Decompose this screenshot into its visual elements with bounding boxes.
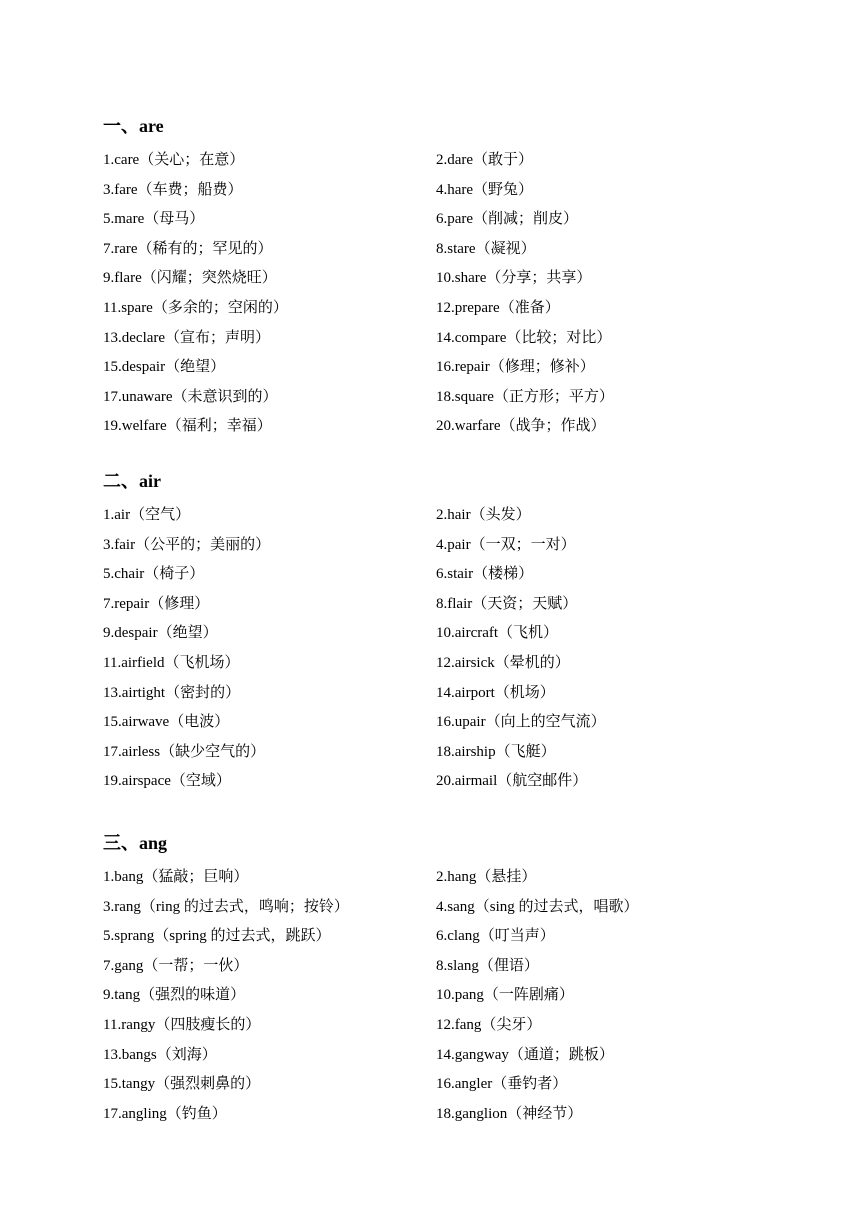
section-ang <box>103 831 803 1129</box>
word-entry: 2.hang（悬挂） <box>436 869 537 885</box>
word-entry: 12.airsick（晕机的） <box>436 654 570 671</box>
word-entry: 10.share（分享；共享） <box>436 270 592 287</box>
section-title: 三、ang <box>103 833 168 853</box>
word-entry: 14.gangway（通道；跳板） <box>436 1046 614 1063</box>
word-entry: 8.slang（俚语） <box>436 957 539 974</box>
word-entry: 16.upair（向上的空气流） <box>436 714 606 731</box>
word-entry: 14.airport（机场） <box>436 684 555 701</box>
word-entry: 3.fair（公平的；美丽的） <box>103 536 271 553</box>
word-entry: 13.declare（宣布；声明） <box>103 329 271 346</box>
word-entry: 13.bangs（刘海） <box>103 1046 217 1063</box>
word-entry: 8.flair（天资；天赋） <box>436 595 578 612</box>
section-air <box>103 469 803 797</box>
word-list <box>103 863 803 1129</box>
word-entry: 5.sprang（spring 的过去式，跳跃） <box>103 928 331 945</box>
word-entry: 11.spare（多余的；空闲的） <box>103 299 288 316</box>
word-entry: 7.gang（一帮；一伙） <box>103 957 249 974</box>
word-entry: 15.airwave（电波） <box>103 714 230 731</box>
word-entry: 14.compare（比较；对比） <box>436 329 612 346</box>
word-entry: 18.airship（飞艇） <box>436 743 556 760</box>
word-entry: 18.ganglion（神经节） <box>436 1105 583 1122</box>
word-entry: 18.square（正方形；平方） <box>436 388 614 405</box>
word-entry: 20.warfare（战争；作战） <box>436 418 606 435</box>
word-entry: 17.angling（钓鱼） <box>103 1105 227 1122</box>
word-entry: 17.airless（缺少空气的） <box>103 743 266 760</box>
word-entry: 20.airmail（航空邮件） <box>436 773 588 790</box>
word-entry: 8.stare（凝视） <box>436 240 536 257</box>
word-entry: 11.airfield（飞机场） <box>103 654 240 671</box>
word-entry: 12.prepare（准备） <box>436 299 560 316</box>
word-entry: 4.hare（野兔） <box>436 181 534 198</box>
word-entry: 4.sang（sing 的过去式，唱歌） <box>436 898 639 915</box>
word-list <box>103 501 803 797</box>
word-entry: 7.rare（稀有的；罕见的） <box>103 240 273 257</box>
word-entry: 3.fare（车费；船费） <box>103 181 243 198</box>
section-are <box>103 114 803 442</box>
word-entry: 16.angler（垂钓者） <box>436 1076 568 1093</box>
word-entry: 19.airspace（空域） <box>103 773 231 790</box>
word-entry: 2.hair（头发） <box>436 507 531 523</box>
word-entry: 13.airtight（密封的） <box>103 684 241 701</box>
word-entry: 15.despair（绝望） <box>103 359 226 376</box>
word-entry: 5.chair（椅子） <box>103 566 205 583</box>
word-entry: 17.unaware（未意识到的） <box>103 388 278 405</box>
word-entry: 7.repair（修理） <box>103 595 210 612</box>
word-entry: 19.welfare（福利；幸福） <box>103 418 272 435</box>
word-entry: 12.fang（尖牙） <box>436 1016 542 1033</box>
word-entry: 9.despair（绝望） <box>103 625 218 642</box>
word-entry: 9.tang（强烈的味道） <box>103 987 246 1004</box>
word-entry: 6.stair（楼梯） <box>436 566 534 583</box>
word-entry: 10.pang（一阵剧痛） <box>436 987 574 1004</box>
word-entry: 6.clang（叮当声） <box>436 928 555 945</box>
word-entry: 1.air（空气） <box>103 507 191 523</box>
word-entry: 1.care（关心；在意） <box>103 152 245 168</box>
section-title: 一、are <box>103 116 164 136</box>
word-entry: 11.rangy（四肢瘦长的） <box>103 1016 261 1033</box>
word-entry: 1.bang（猛敲；巨响） <box>103 869 249 885</box>
section-title: 二、air <box>103 471 161 491</box>
word-entry: 16.repair（修理；修补） <box>436 359 595 376</box>
word-entry: 15.tangy（强烈刺鼻的） <box>103 1076 261 1093</box>
word-entry: 9.flare（闪耀；突然烧旺） <box>103 270 277 287</box>
word-entry: 4.pair（一双；一对） <box>436 536 576 553</box>
word-entry: 5.mare（母马） <box>103 211 205 228</box>
word-entry: 10.aircraft（飞机） <box>436 625 559 642</box>
word-entry: 6.pare（削减；削皮） <box>436 211 579 228</box>
word-entry: 3.rang（ring 的过去式，鸣响；按铃） <box>103 898 349 915</box>
word-list <box>103 146 803 442</box>
word-entry: 2.dare（敢于） <box>436 152 534 168</box>
